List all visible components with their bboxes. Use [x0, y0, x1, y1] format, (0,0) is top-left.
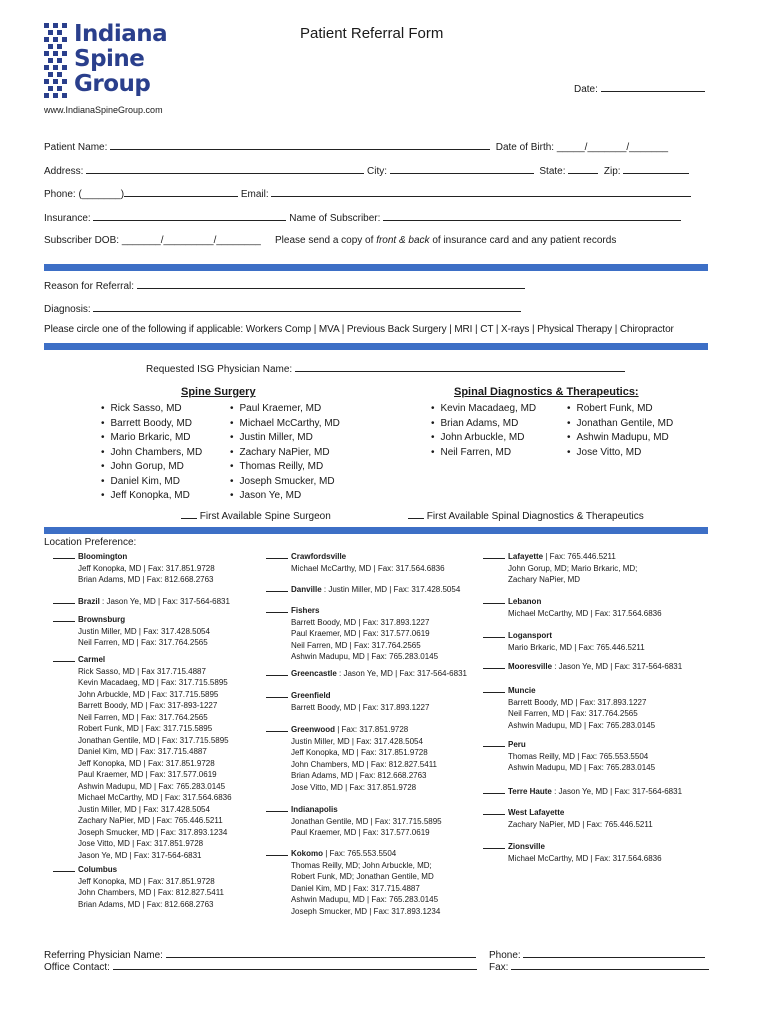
location-physician-line: Justin Miller, MD | Fax: 317.428.5054 — [291, 736, 423, 746]
location-checkbox-line[interactable] — [53, 863, 75, 872]
location-physician-line: John Chambers, MD | Fax: 812.827.5411 — [291, 759, 438, 769]
insurance-note: Please send a copy of front & back of insurance card and any patient records — [275, 235, 617, 246]
physician-item[interactable]: • John Gorup, MD — [101, 460, 202, 475]
location-checkbox-line[interactable] — [483, 738, 505, 747]
location-option[interactable] — [266, 604, 438, 663]
location-name: Greenwood — [291, 725, 336, 734]
footer-fax-row — [489, 960, 709, 973]
phone-area-field[interactable]: (_______) — [78, 189, 125, 200]
location-option[interactable] — [266, 583, 460, 596]
location-header — [266, 667, 467, 680]
location-physician-line: Ashwin Madupu, MD | Fax: 765.283.0145 — [78, 781, 226, 791]
location-header — [266, 550, 445, 563]
location-heading: Location Preference: — [44, 537, 137, 548]
location-name: Peru — [508, 740, 526, 749]
diagnostics-heading: Spinal Diagnostics & Therapeutics: — [454, 386, 639, 398]
location-physician-line: Paul Kraemer, MD | Fax: 317.577.0619 — [78, 770, 217, 779]
first-available-surgeon[interactable]: First Available Spine Surgeon — [181, 509, 331, 522]
location-inline-detail: | Fax: 765.446.5211 — [543, 552, 616, 561]
location-header — [483, 785, 682, 798]
location-checkbox-line[interactable] — [266, 604, 288, 613]
location-physician-line: Barrett Boody, MD | Fax: 317-893-1227 — [78, 701, 218, 710]
location-name: Lafayette — [508, 552, 544, 561]
location-physician-line: Joseph Smucker, MD | Fax: 317.893.1234 — [291, 906, 441, 916]
logo-word-3: Group — [74, 71, 151, 97]
physician-item[interactable]: • Zachary NaPier, MD — [230, 446, 340, 461]
referring-label: Referring Physician Name: — [44, 950, 163, 961]
physician-item[interactable]: • Robert Funk, MD — [567, 402, 673, 417]
location-header — [53, 863, 224, 876]
location-option[interactable] — [266, 723, 437, 793]
location-checkbox-line[interactable] — [483, 840, 505, 849]
location-header — [483, 684, 655, 697]
form-title: Patient Referral Form — [300, 25, 444, 42]
location-inline-detail: | Fax: 765.553.5504 — [323, 849, 397, 858]
location-name: Brownsburg — [78, 615, 126, 624]
referring-field[interactable] — [166, 948, 476, 958]
physician-item[interactable]: • Jonathan Gentile, MD — [567, 417, 673, 432]
location-physician-line: Barrett Boody, MD | Fax: 317.893.1227 — [291, 617, 430, 627]
location-physician-line: John Arbuckle, MD | Fax: 317.715.5895 — [78, 689, 219, 699]
location-physician-line: Justin Miller, MD | Fax: 317.428.5054 — [78, 804, 210, 814]
location-physician-line: Daniel Kim, MD | Fax: 317.715.4887 — [78, 747, 207, 756]
location-name: Kokomo — [291, 849, 323, 858]
location-option[interactable] — [483, 738, 655, 774]
location-checkbox-line[interactable] — [483, 550, 505, 559]
location-physician-line: Zachary NaPier, MD | Fax: 765.446.5211 — [78, 816, 223, 825]
location-physician-line: Neil Farren, MD | Fax: 317.764.2565 — [78, 712, 208, 722]
location-header — [483, 550, 637, 563]
location-checkbox-line[interactable] — [266, 667, 288, 676]
date-label: Date: — [574, 84, 598, 95]
location-physician-line: Neil Farren, MD | Fax: 317.764.2565 — [78, 638, 208, 647]
reason-label: Reason for Referral: — [44, 281, 135, 292]
location-physician-line: Jose Vitto, MD | Fax: 317.851.9728 — [78, 839, 204, 848]
state-label: State: — [539, 166, 566, 177]
physician-item[interactable]: • Paul Kraemer, MD — [230, 402, 340, 417]
location-option[interactable] — [483, 660, 682, 673]
location-physician-line: Jeff Konopka, MD | Fax: 317.851.9728 — [78, 563, 215, 573]
location-checkbox-line[interactable] — [53, 613, 75, 622]
physician-item[interactable]: • Neil Farren, MD — [431, 446, 536, 461]
location-header — [483, 840, 662, 853]
location-name: Mooresville — [508, 662, 553, 671]
location-option[interactable] — [53, 653, 232, 861]
location-checkbox-line[interactable] — [266, 550, 288, 559]
physician-item[interactable]: • John Arbuckle, MD — [431, 431, 536, 446]
insurance-field[interactable] — [93, 211, 286, 221]
location-option[interactable] — [266, 847, 440, 917]
patient-row-3 — [44, 187, 691, 200]
location-header — [266, 689, 429, 702]
location-physician-line: Rick Sasso, MD | Fax 317.715.4887 — [78, 666, 206, 676]
circle-note[interactable]: Please circle one of the following if applicable: Workers Comp | MVA | Previous Back Surgery | MRI | CT | X-rays | Physical Therapy | Chiropractor — [44, 324, 674, 335]
physician-item[interactable]: • Jason Ye, MD — [230, 489, 340, 504]
location-checkbox-line[interactable] — [483, 684, 505, 693]
location-checkbox-line[interactable] — [483, 629, 505, 638]
footer-fax-field[interactable] — [511, 960, 709, 970]
location-physician-line: Brian Adams, MD | Fax: 812.668.2763 — [291, 771, 427, 780]
location-option[interactable] — [483, 840, 662, 864]
physician-item[interactable]: • Barrett Boody, MD — [101, 417, 202, 432]
location-header — [53, 550, 215, 563]
requested-physician-field[interactable] — [295, 362, 625, 372]
requested-physician-row — [146, 362, 625, 375]
location-header — [266, 604, 438, 617]
location-physician-line: Zachary NaPier, MD — [508, 575, 581, 584]
physician-item[interactable]: • Mario Brkaric, MD — [101, 431, 202, 446]
location-checkbox-line[interactable] — [483, 660, 505, 669]
footer-phone-field[interactable] — [523, 948, 705, 958]
subscriber-dob-label: Subscriber DOB: — [44, 235, 120, 246]
physician-item[interactable]: • Thomas Reilly, MD — [230, 460, 340, 475]
location-option[interactable] — [483, 785, 682, 798]
location-physician-line: Zachary NaPier, MD | Fax: 765.446.5211 — [508, 819, 653, 829]
location-physician-line: Barrett Boody, MD | Fax: 317.893.1227 — [291, 702, 430, 712]
location-name: Crawfordsville — [291, 552, 347, 561]
physician-item[interactable]: • Kevin Macadaeg, MD — [431, 402, 536, 417]
patient-row-1 — [44, 140, 668, 153]
location-option[interactable] — [266, 689, 429, 713]
location-checkbox-line[interactable] — [266, 803, 288, 812]
date-row — [574, 82, 705, 95]
patient-row-4 — [44, 211, 681, 224]
location-option[interactable] — [483, 595, 662, 619]
location-physician-line: Michael McCarthy, MD | Fax: 317.564.6836 — [78, 793, 232, 802]
address-label: Address: — [44, 166, 84, 177]
location-inline-detail: | Fax: 317.851.9728 — [335, 725, 409, 734]
location-inline-detail: : Jason Ye, MD | Fax: 317-564-6831 — [552, 662, 683, 671]
office-field[interactable] — [113, 960, 477, 970]
location-physician-line: Thomas Reilly, MD; John Arbuckle, MD; — [291, 860, 432, 870]
physician-item[interactable]: • Rick Sasso, MD — [101, 402, 202, 417]
diagnostics-list-2 — [567, 402, 673, 460]
location-option[interactable] — [483, 806, 653, 830]
office-label: Office Contact: — [44, 962, 110, 973]
location-option[interactable] — [266, 667, 467, 680]
section-divider-3 — [44, 527, 708, 534]
diagnosis-row — [44, 302, 521, 315]
location-physician-line: Jose Vitto, MD | Fax: 317.851.9728 — [291, 782, 417, 792]
location-physician-line: John Chambers, MD | Fax: 812.827.5411 — [78, 888, 225, 897]
first-available-diagnostics[interactable]: First Available Spinal Diagnostics & Therapeutics — [408, 509, 644, 522]
location-checkbox-line[interactable] — [53, 595, 75, 604]
location-inline-detail: : Jason Ye, MD | Fax: 317-564-6831 — [336, 669, 467, 678]
location-physician-line: Kevin Macadaeg, MD | Fax: 317.715.5895 — [78, 678, 228, 687]
patient-name-field[interactable] — [110, 140, 490, 150]
location-physician-line: Jonathan Gentile, MD | Fax: 317.715.5895 — [291, 816, 442, 826]
location-option[interactable] — [53, 863, 224, 910]
location-checkbox-line[interactable] — [53, 550, 75, 559]
spine-surgery-heading: Spine Surgery — [181, 386, 256, 398]
location-checkbox-line[interactable] — [483, 595, 505, 604]
footer-fax-label: Fax: — [489, 962, 509, 973]
section-divider-2 — [44, 343, 708, 350]
location-physician-line: Robert Funk, MD | Fax: 317.715.5895 — [78, 724, 213, 733]
physician-item[interactable]: • Jeff Konopka, MD — [101, 489, 202, 504]
location-physician-line: Ashwin Madupu, MD | Fax: 765.283.0145 — [291, 652, 439, 661]
location-option[interactable] — [53, 595, 230, 608]
location-name: Logansport — [508, 631, 552, 640]
location-physician-line: Jeff Konopka, MD | Fax: 317.851.9728 — [291, 748, 428, 757]
physician-item[interactable]: • Justin Miller, MD — [230, 431, 340, 446]
subscriber-dob-field[interactable]: _______/_________/________ — [121, 235, 261, 246]
location-header — [483, 660, 682, 673]
location-name: West Lafayette — [508, 808, 565, 817]
location-inline-detail: : Jason Ye, MD | Fax: 317-564-6831 — [551, 787, 683, 796]
logo-word-2: Spine — [74, 46, 145, 72]
state-field[interactable] — [568, 164, 598, 174]
physician-item[interactable]: • Daniel Kim, MD — [101, 475, 202, 490]
location-header — [266, 803, 442, 816]
location-physician-line: Joseph Smucker, MD | Fax: 317.893.1234 — [78, 827, 228, 837]
location-header — [53, 613, 210, 626]
physician-item[interactable]: • Ashwin Madupu, MD — [567, 431, 673, 446]
location-checkbox-line[interactable] — [266, 689, 288, 698]
phone-label: Phone: — [44, 189, 76, 200]
location-checkbox-line[interactable] — [266, 583, 288, 592]
location-checkbox-line[interactable] — [266, 723, 288, 732]
footer-phone-label: Phone: — [489, 950, 521, 961]
location-option[interactable] — [266, 803, 442, 839]
location-inline-detail: : Justin Miller, MD | Fax: 317.428.5054 — [321, 585, 461, 594]
physician-item[interactable]: • Michael McCarthy, MD — [230, 417, 340, 432]
location-header — [53, 653, 232, 666]
location-physician-line: Daniel Kim, MD | Fax: 317.715.4887 — [291, 883, 420, 893]
city-field[interactable] — [390, 164, 534, 174]
location-physician-line: Jason Ye, MD | Fax: 317-564-6831 — [78, 850, 202, 860]
location-checkbox-line[interactable] — [483, 806, 505, 815]
patient-row-5 — [44, 235, 261, 246]
location-name: Zionsville — [508, 842, 545, 851]
location-option[interactable] — [266, 550, 445, 574]
location-physician-line: Thomas Reilly, MD | Fax: 765.553.5504 — [508, 751, 649, 761]
location-physician-line: Michael McCarthy, MD | Fax: 317.564.6836 — [508, 608, 662, 618]
location-name: Carmel — [78, 655, 106, 664]
location-header — [483, 806, 653, 819]
physician-item[interactable]: • Jose Vitto, MD — [567, 446, 673, 461]
location-physician-line: Neil Farren, MD | Fax: 317.764.2565 — [508, 709, 638, 718]
location-physician-line: Paul Kraemer, MD | Fax: 317.577.0619 — [291, 828, 430, 837]
location-inline-detail: : Jason Ye, MD | Fax: 317-564-6831 — [99, 597, 230, 606]
insurance-label: Insurance: — [44, 213, 91, 224]
diagnosis-field[interactable] — [93, 302, 521, 312]
location-checkbox-line[interactable] — [53, 653, 75, 662]
location-name: Columbus — [78, 865, 118, 874]
location-checkbox-line[interactable] — [266, 847, 288, 856]
location-option[interactable] — [53, 613, 210, 649]
location-header — [266, 847, 440, 860]
location-header — [53, 595, 230, 608]
zip-label: Zip: — [603, 166, 621, 177]
location-name: Fishers — [291, 606, 320, 615]
location-physician-line: John Gorup, MD; Mario Brkaric, MD; — [508, 563, 638, 573]
website-url: www.IndianaSpineGroup.com — [44, 105, 163, 115]
email-field[interactable] — [271, 187, 691, 197]
location-physician-line: Ashwin Madupu, MD | Fax: 765.283.0145 — [508, 763, 656, 772]
email-label: Email: — [240, 189, 269, 200]
physician-item[interactable]: • Brian Adams, MD — [431, 417, 536, 432]
location-name: Terre Haute — [508, 787, 552, 796]
zip-field[interactable] — [623, 164, 689, 174]
location-physician-line: Paul Kraemer, MD | Fax: 317.577.0619 — [291, 629, 430, 638]
logo-word-1: Indiana — [74, 21, 168, 47]
location-physician-line: Neil Farren, MD | Fax: 317.764.2565 — [291, 640, 421, 650]
location-physician-line: Brian Adams, MD | Fax: 812.668.2763 — [78, 575, 214, 584]
location-name: Muncie — [508, 686, 536, 695]
location-name: Bloomington — [78, 552, 128, 561]
city-label: City: — [367, 166, 388, 177]
logo-dot-pattern — [44, 23, 69, 100]
location-name: Greencastle — [291, 669, 337, 678]
location-option[interactable] — [483, 550, 637, 586]
location-header — [266, 583, 460, 596]
reason-row — [44, 279, 525, 292]
location-header — [483, 738, 655, 751]
location-checkbox-line[interactable] — [483, 785, 505, 794]
dob-field[interactable]: _____/_______/_______ — [556, 142, 669, 153]
location-option[interactable] — [483, 684, 655, 731]
location-name: Indianapolis — [291, 805, 338, 814]
location-physician-line: Jonathan Gentile, MD | Fax: 317.715.5895 — [78, 735, 229, 745]
physician-item[interactable]: • Joseph Smucker, MD — [230, 475, 340, 490]
location-physician-line: Ashwin Madupu, MD | Fax: 765.283.0145 — [508, 720, 656, 730]
location-physician-line: Barrett Boody, MD | Fax: 317.893.1227 — [508, 697, 647, 707]
location-physician-line: Michael McCarthy, MD | Fax: 317.564.6836 — [291, 563, 445, 573]
subscriber-name-label: Name of Subscriber: — [289, 213, 381, 224]
insurance-note-emphasis: front & back — [376, 235, 430, 246]
date-field[interactable] — [601, 82, 705, 92]
location-physician-line: Michael McCarthy, MD | Fax: 317.564.6836 — [508, 853, 662, 863]
location-physician-line: Jeff Konopka, MD | Fax: 317.851.9728 — [78, 758, 215, 768]
patient-row-2 — [44, 164, 689, 177]
dob-label: Date of Birth: — [495, 142, 555, 153]
location-name: Greenfield — [291, 691, 331, 700]
section-divider-1 — [44, 264, 708, 271]
location-name: Brazil — [78, 597, 100, 606]
requested-physician-label: Requested ISG Physician Name: — [146, 364, 293, 375]
reason-field[interactable] — [137, 279, 525, 289]
spine-surgery-list-1 — [101, 402, 202, 504]
location-name: Danville — [291, 585, 322, 594]
location-physician-line: Justin Miller, MD | Fax: 317.428.5054 — [78, 626, 210, 636]
location-option[interactable] — [53, 550, 215, 586]
diagnosis-label: Diagnosis: — [44, 304, 91, 315]
location-physician-line: Ashwin Madupu, MD | Fax: 765.283.0145 — [291, 895, 439, 904]
address-field[interactable] — [86, 164, 364, 174]
location-header — [483, 595, 662, 608]
location-physician-line: Jeff Konopka, MD | Fax: 317.851.9728 — [78, 876, 215, 886]
subscriber-name-field[interactable] — [383, 211, 681, 221]
location-physician-line: Mario Brkaric, MD | Fax: 765.446.5211 — [508, 642, 645, 652]
location-option[interactable] — [483, 629, 645, 653]
office-row — [44, 960, 477, 973]
location-header — [483, 629, 645, 642]
location-physician-line: Robert Funk, MD; Jonathan Gentile, MD — [291, 872, 434, 881]
spine-surgery-list-2 — [230, 402, 340, 504]
location-header — [266, 723, 437, 736]
phone-field[interactable] — [124, 187, 238, 197]
physician-item[interactable]: • John Chambers, MD — [101, 446, 202, 461]
patient-name-label: Patient Name: — [44, 142, 108, 153]
location-name: Lebanon — [508, 597, 542, 606]
location-physician-line: Brian Adams, MD | Fax: 812.668.2763 — [78, 899, 214, 909]
diagnostics-list-1 — [431, 402, 536, 460]
